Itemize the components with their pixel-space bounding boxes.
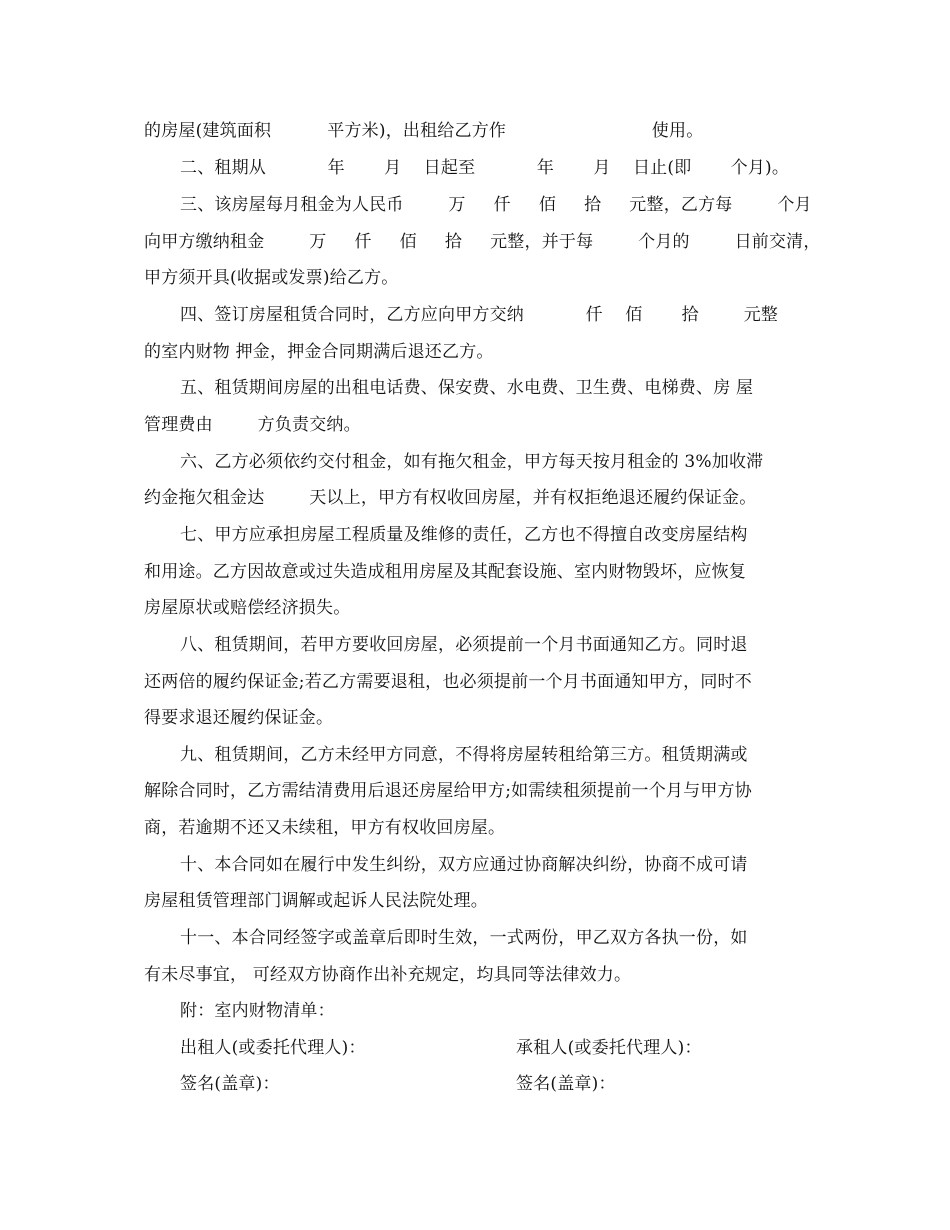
text-line: 九、租赁期间，乙方未经甲方同意，不得将房屋转租给第三方。租赁期满或 <box>180 745 748 765</box>
text-line: 房屋原状或赔偿经济损失。 <box>144 598 351 618</box>
text-line: 约金拖欠租金达 天以上，甲方有权收回房屋，并有权拒绝退还履约保证金。 <box>144 488 757 508</box>
text-line: 八、租赁期间，若甲方要收回房屋，必须提前一个月书面通知乙方。同时退 <box>180 635 748 655</box>
lessee-signature: 签名(盖章)： <box>516 1074 616 1094</box>
text-line: 四、签订房屋租赁合同时，乙方应向甲方交纳 仟 佰 拾 元整 <box>180 305 779 325</box>
text-line: 十一、本合同经签字或盖章后即时生效，一式两份，甲乙双方各执一份，如 <box>180 928 748 948</box>
text-line: 十、本合同如在履行中发生纠纷，双方应通过协商解决纠纷，协商不成可请 <box>180 855 748 875</box>
text-line: 五、租赁期间房屋的出租电话费、保安费、水电费、卫生费、电梯费、房 屋 <box>180 378 754 398</box>
text-line: 甲方须开具(收据或发票)给乙方。 <box>144 268 399 288</box>
lessor-label: 出租人(或委托代理人)： <box>180 1038 366 1058</box>
text-line: 和用途。乙方因故意或过失造成租用房屋及其配套设施、室内财物毁坏，应恢复 <box>144 562 746 582</box>
text-line: 管理费由 方负责交纳。 <box>144 415 361 435</box>
lessor-signature: 签名(盖章)： <box>180 1074 280 1094</box>
text-line: 的房屋(建筑面积 平方米)，出租给乙方作 使用。 <box>144 121 704 141</box>
text-line: 商，若逾期不还又未续租，甲方有权收回房屋。 <box>144 818 506 838</box>
text-line: 附：室内财物清单： <box>180 1001 335 1021</box>
text-line: 的室内财物 押金，押金合同期满后退还乙方。 <box>144 342 494 362</box>
text-line: 三、该房屋每月租金为人民币 万 仟 佰 拾 元整，乙方每 个月 <box>180 195 812 215</box>
text-line: 得要求退还履约保证金。 <box>144 708 334 728</box>
text-line: 还两倍的履约保证金;若乙方需要退租，也必须提前一个月书面通知甲方，同时不 <box>144 672 752 692</box>
lessee-label: 承租人(或委托代理人)： <box>516 1038 702 1058</box>
text-line: 七、甲方应承担房屋工程质量及维修的责任，乙方也不得擅自改变房屋结构 <box>180 525 748 545</box>
text-line: 房屋租赁管理部门调解或起诉人民法院处理。 <box>144 891 488 911</box>
text-line: 有未尽事宜， 可经双方协商作出补充规定，均具同等法律效力。 <box>144 965 632 985</box>
text-line: 六、乙方必须依约交付租金，如有拖欠租金，甲方每天按月租金的 3%加收滞 <box>180 452 764 472</box>
text-line: 二、租期从 年 月 日起至 年 月 日止(即 个月)。 <box>180 158 790 178</box>
text-line: 向甲方缴纳租金 万 仟 佰 拾 元整，并于每 个月的 日前交清， <box>144 232 821 252</box>
text-line: 解除合同时，乙方需结清费用后退还房屋给甲方;如需续租须提前一个月与甲方协 <box>144 781 752 801</box>
